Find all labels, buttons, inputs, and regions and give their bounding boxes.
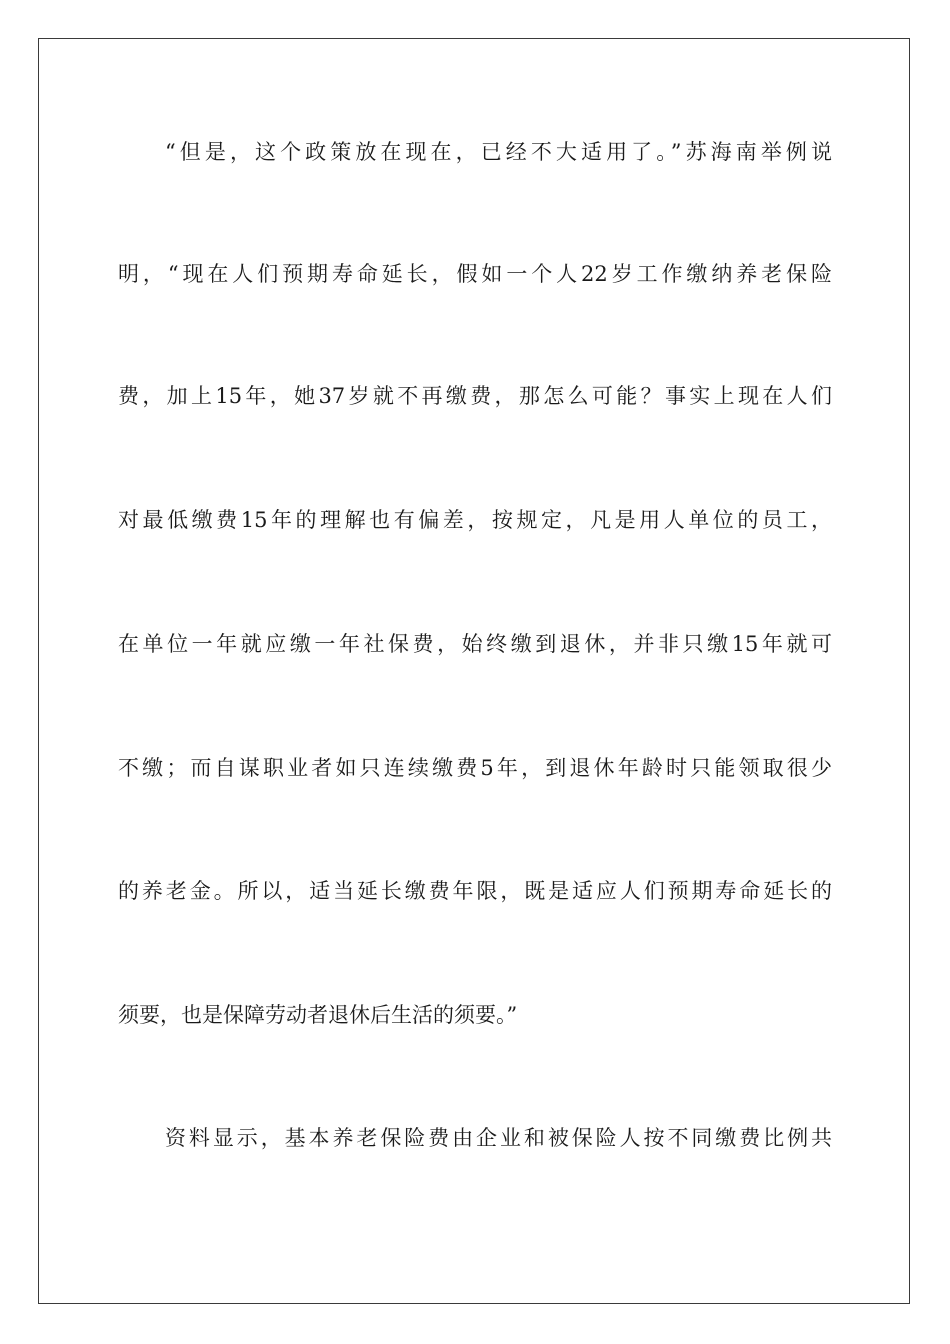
text-line-5: 在单位一年就应缴一年社保费，始终缴到退休，并非只缴15年就可 bbox=[118, 632, 832, 656]
text-line-8: 须要，也是保障劳动者退休后生活的须要。” bbox=[118, 1003, 518, 1027]
text-line-2: 明，“现在人们预期寿命延长，假如一个人22岁工作缴纳养老保险 bbox=[118, 262, 832, 286]
text-line-7: 的养老金。所以，适当延长缴费年限，既是适应人们预期寿命延长的 bbox=[118, 879, 832, 903]
page-border bbox=[38, 38, 910, 1304]
text-line-1: “但是，这个政策放在现在，已经不大适用了。”苏海南举例说 bbox=[165, 140, 832, 164]
text-line-6: 不缴；而自谋职业者如只连续缴费5年，到退休年龄时只能领取很少 bbox=[118, 756, 832, 780]
text-line-3: 费，加上15年，她37岁就不再缴费，那怎么可能？事实上现在人们 bbox=[118, 384, 832, 408]
text-line-9: 资料显示，基本养老保险费由企业和被保险人按不同缴费比例共 bbox=[165, 1126, 832, 1150]
text-line-4: 对最低缴费15年的理解也有偏差，按规定，凡是用人单位的员工， bbox=[118, 508, 832, 532]
